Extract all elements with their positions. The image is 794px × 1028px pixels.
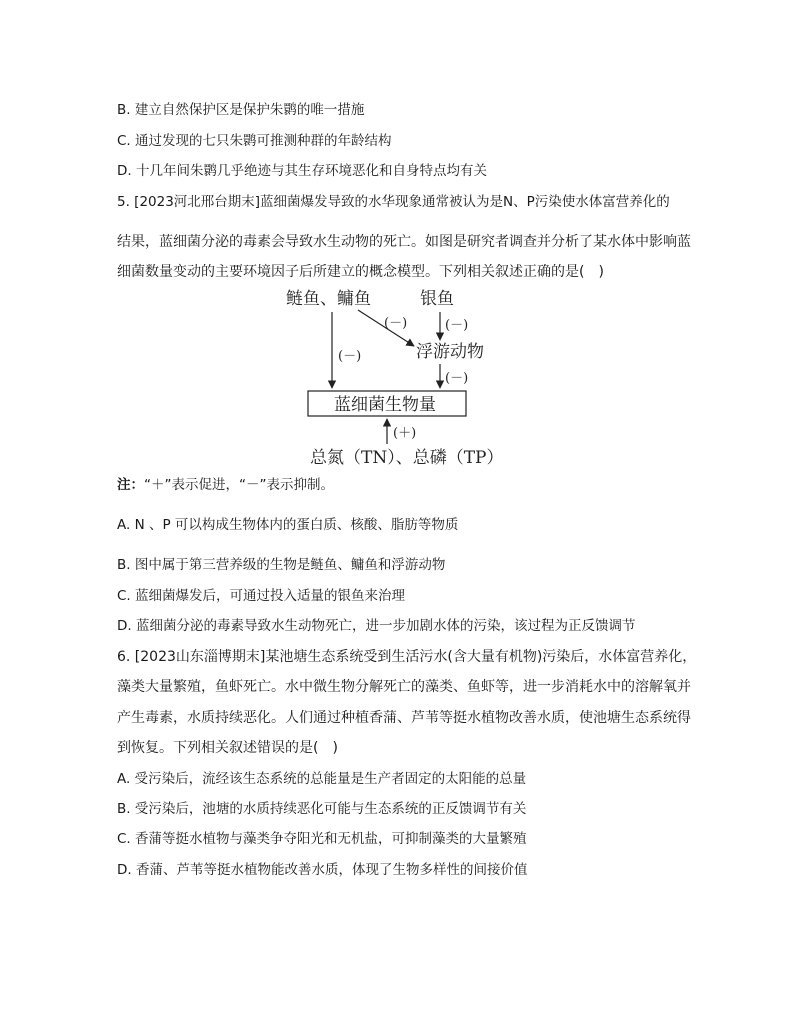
q4-option-c: C. 通过发现的七只朱鹮可推测种群的年龄结构 (117, 133, 392, 149)
q5-stem-line-1: 5. [2023河北邢台期末]蓝细菌爆发导致的水华现象通常被认为是N、P污染使水体富营养化的 (117, 194, 670, 210)
q5-stem-line-2: 结果，蓝细菌分泌的毒素会导致水生动物的死亡。如图是研究者调查并分析了某水体中影响蓝 (117, 234, 691, 250)
q4-option-b: B. 建立自然保护区是保护朱鹮的唯一措施 (117, 102, 365, 118)
node-silver-bighead-carp: 鲢鱼、鳙鱼 (286, 289, 371, 309)
sign-minus-whitebait-zooplankton: (－) (445, 318, 469, 333)
q4-option-d: D. 十几年间朱鹮几乎绝迹与其生存环境恶化和自身特点均有关 (117, 163, 487, 179)
q6-option-c: C. 香蒲等挺水植物与藻类争夺阳光和无机盐，可抑制藻类的大量繁殖 (117, 831, 527, 847)
node-whitebait: 银鱼 (420, 289, 454, 309)
q5-option-b: B. 图中属于第三营养级的生物是鲢鱼、鳙鱼和浮游动物 (117, 557, 446, 573)
q5-option-a: A. N 、P 可以构成生物体内的蛋白质、核酸、脂肪等物质 (117, 517, 459, 533)
q6-stem-line-3: 产生毒素，水质持续恶化。人们通过种植香蒲、芦苇等挺水植物改善水质，使池塘生态系统得 (117, 710, 691, 726)
q6-stem-line-2: 藻类大量繁殖，鱼虾死亡。水中微生物分解死亡的藻类、鱼虾等，进一步消耗水中的溶解氧并 (117, 679, 691, 695)
sign-minus-zooplankton-cyanobacteria: (－) (445, 371, 469, 386)
sign-minus-carp-cyanobacteria: (－) (338, 349, 362, 364)
q5-note (117, 475, 334, 495)
q6-stem-line-1: 6. [2023山东淄博期末]某池塘生态系统受到生活污水(含大量有机物)污染后，水体富营养化， (117, 649, 697, 665)
concept-model-diagram (286, 284, 530, 470)
q6-option-a: A. 受污染后，流经该生态系统的总能量是生产者固定的太阳能的总量 (117, 771, 527, 787)
note-label: 注： (117, 477, 144, 493)
sign-minus-carp-zooplankton: (－) (384, 316, 408, 331)
q6-stem-line-4: 到恢复。下列相关叙述错误的是( ) (117, 740, 338, 756)
note-text: “＋”表示促进，“－”表示抑制。 (144, 477, 334, 493)
q5-option-c: C. 蓝细菌爆发后，可通过投入适量的银鱼来治理 (117, 588, 406, 604)
node-zooplankton: 浮游动物 (416, 342, 484, 362)
q6-option-b: B. 受污染后，池塘的水质持续恶化可能与生态系统的正反馈调节有关 (117, 801, 527, 817)
q6-option-d: D. 香蒲、芦苇等挺水植物能改善水质，体现了生物多样性的间接价值 (117, 862, 528, 878)
q5-stem-line-3: 细菌数量变动的主要环境因子后所建立的概念模型。下列相关叙述正确的是( ) (117, 264, 604, 280)
q5-option-d: D. 蓝细菌分泌的毒素导致水生动物死亡，进一步加剧水体的污染，该过程为正反馈调节 (117, 618, 636, 634)
sign-plus-nutrients-cyanobacteria: (＋) (393, 426, 417, 441)
node-cyanobacteria-biomass: 蓝细菌生物量 (334, 395, 436, 415)
node-total-n-p: 总氮（TN）、总磷（TP） (310, 448, 504, 468)
